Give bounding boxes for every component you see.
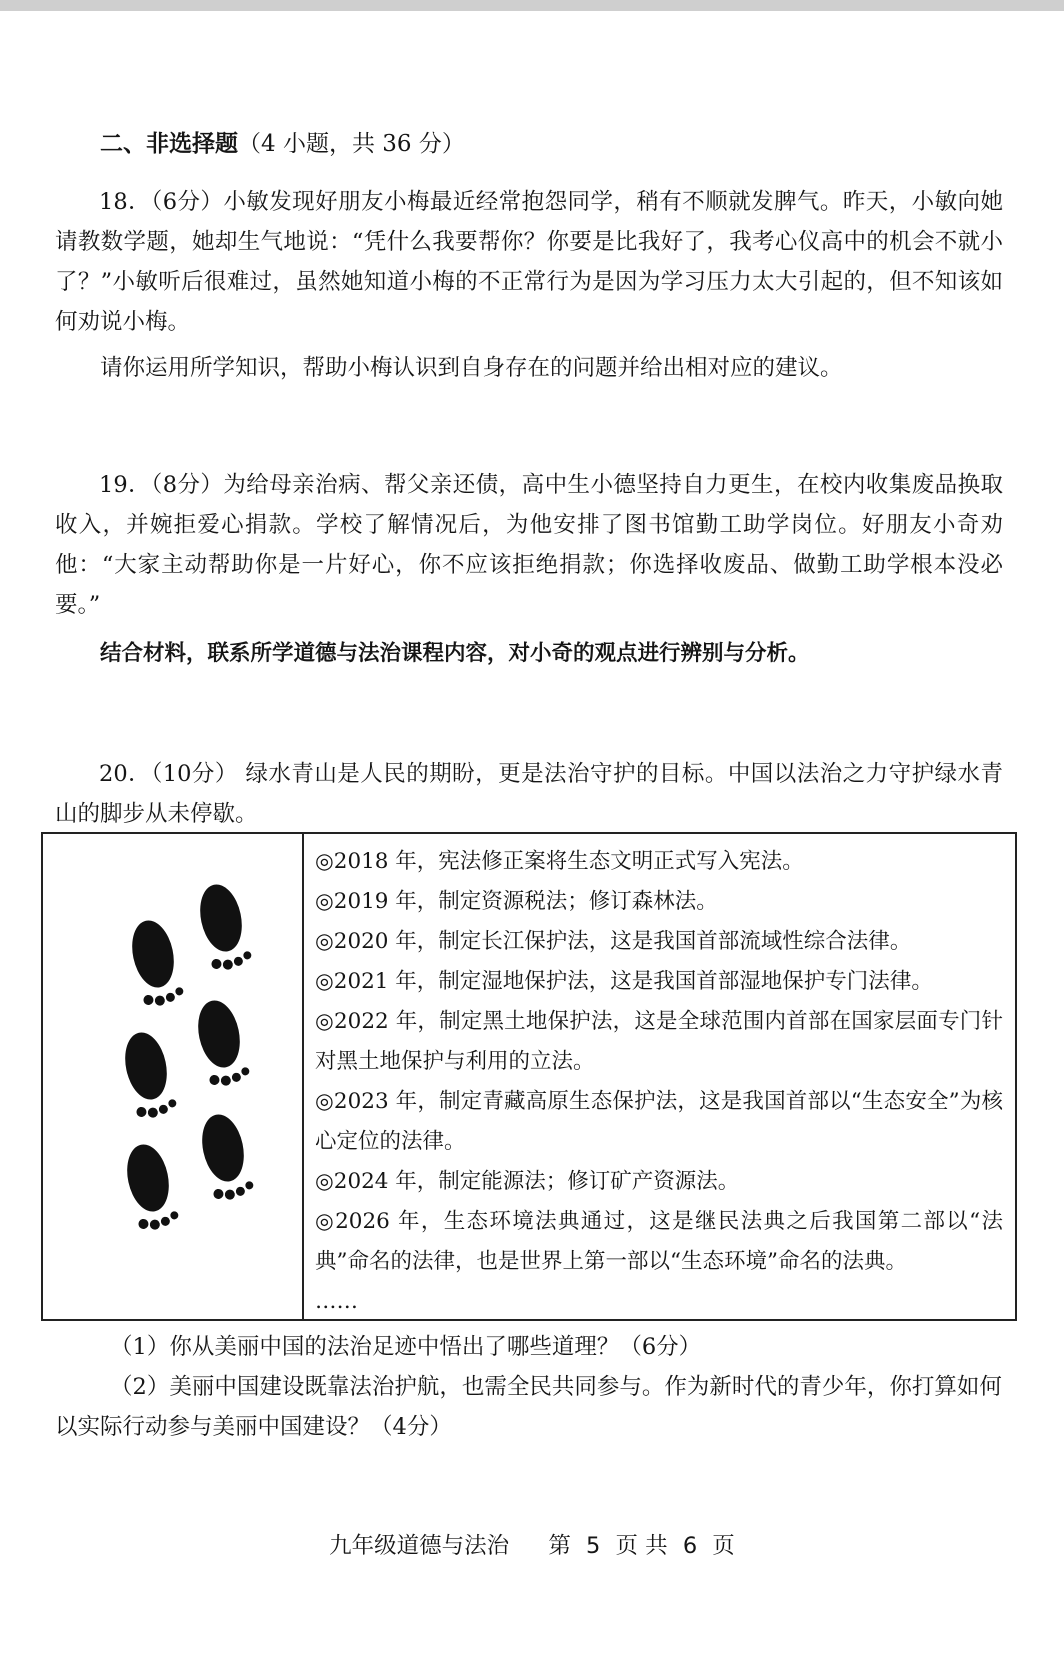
table-divider	[302, 834, 304, 1319]
section-heading	[100, 125, 465, 158]
timeline-item: ◎2019 年，制定资源税法；修订森林法。	[315, 889, 718, 914]
question-20-text: 20．（10分） 绿水青山是人民的期盼，更是法治守护的目标。中国以法治之力守护绿水青山的脚步从未停歇。	[55, 761, 1003, 827]
material-table	[41, 832, 1017, 1321]
scan-edge	[0, 0, 1064, 11]
footer-total-pages: 6	[682, 1533, 698, 1559]
section-title: 二、非选择题	[100, 131, 238, 157]
footer-page-mid: 页 共	[615, 1533, 668, 1559]
timeline-item: ◎2022 年，制定黑土地保护法，这是全球范围内首部在国家层面专门针对黑土地保护与利用的立法。	[315, 1009, 1003, 1074]
footer-page-number: 5	[586, 1533, 601, 1559]
timeline-item: ◎2023 年，制定青藏高原生态保护法，这是我国首部以“生态安全”为核心定位的法律。	[315, 1089, 1003, 1154]
footer-page-suffix: 页	[712, 1533, 735, 1559]
timeline-item: ◎2024 年，制定能源法；修订矿产资源法。	[315, 1169, 740, 1194]
question-18-text: 18．（6分）小敏发现好朋友小梅最近经常抱怨同学，稍有不顺就发脾气。昨天，小敏向她请教数学题，她却生气地说：“凭什么我要帮你？你要是比我好了，我考心仪高中的机会不就小了？”小敏听后很难过，虽然她知道小梅的不正常行为是因为学习压力太大引起的，但不知该如何劝说小梅。	[55, 189, 1003, 335]
timeline-item: ◎2021 年，制定湿地保护法，这是我国首部湿地保护专门法律。	[315, 969, 933, 994]
question-20-sub-2	[55, 1367, 1003, 1447]
timeline-item: ◎2020 年，制定长江保护法，这是我国首部流域性综合法律。	[315, 929, 912, 954]
timeline-list	[315, 842, 1003, 1322]
question-18	[55, 182, 1003, 342]
question-20	[55, 754, 1003, 834]
footprints-icon	[43, 834, 302, 1319]
question-19	[55, 465, 1003, 625]
footer-subject: 九年级道德与法治	[329, 1533, 510, 1559]
timeline-item: ◎2026 年，生态环境法典通过，这是继民法典之后我国第二部以“法典”命名的法律，也是世界上第一部以“生态环境”命名的法典。	[315, 1209, 1003, 1274]
page-footer	[0, 1528, 1064, 1560]
question-20-sub-1: （1）你从美丽中国的法治足迹中悟出了哪些道理？（6分）	[110, 1334, 702, 1360]
footer-page-prefix: 第	[548, 1533, 571, 1559]
question-20-sub-2-text: （2）美丽中国建设既靠法治护航，也需全民共同参与。作为新时代的青少年，你打算如何以实际行动参与美丽中国建设？（4分）	[55, 1374, 1002, 1440]
timeline-item: ◎2018 年，宪法修正案将生态文明正式写入宪法。	[315, 849, 804, 874]
section-meta: （4 小题，共 36 分）	[238, 131, 465, 157]
footprints-illustration	[43, 834, 302, 1319]
timeline-item: ……	[315, 1289, 358, 1314]
question-18-requirement: 请你运用所学知识，帮助小梅认识到自身存在的问题并给出相对应的建议。	[100, 355, 843, 381]
question-19-text: 19．（8分）为给母亲治病、帮父亲还债，高中生小德坚持自力更生，在校内收集废品换取收入，并婉拒爱心捐款。学校了解情况后，为他安排了图书馆勤工助学岗位。好朋友小奇劝他：“大家主动帮助你是一片好心，你不应该拒绝捐款；你选择收废品、做勤工助学根本没必要。”	[55, 472, 1003, 618]
question-19-requirement: 结合材料，联系所学道德与法治课程内容，对小奇的观点进行辨别与分析。	[100, 641, 810, 666]
